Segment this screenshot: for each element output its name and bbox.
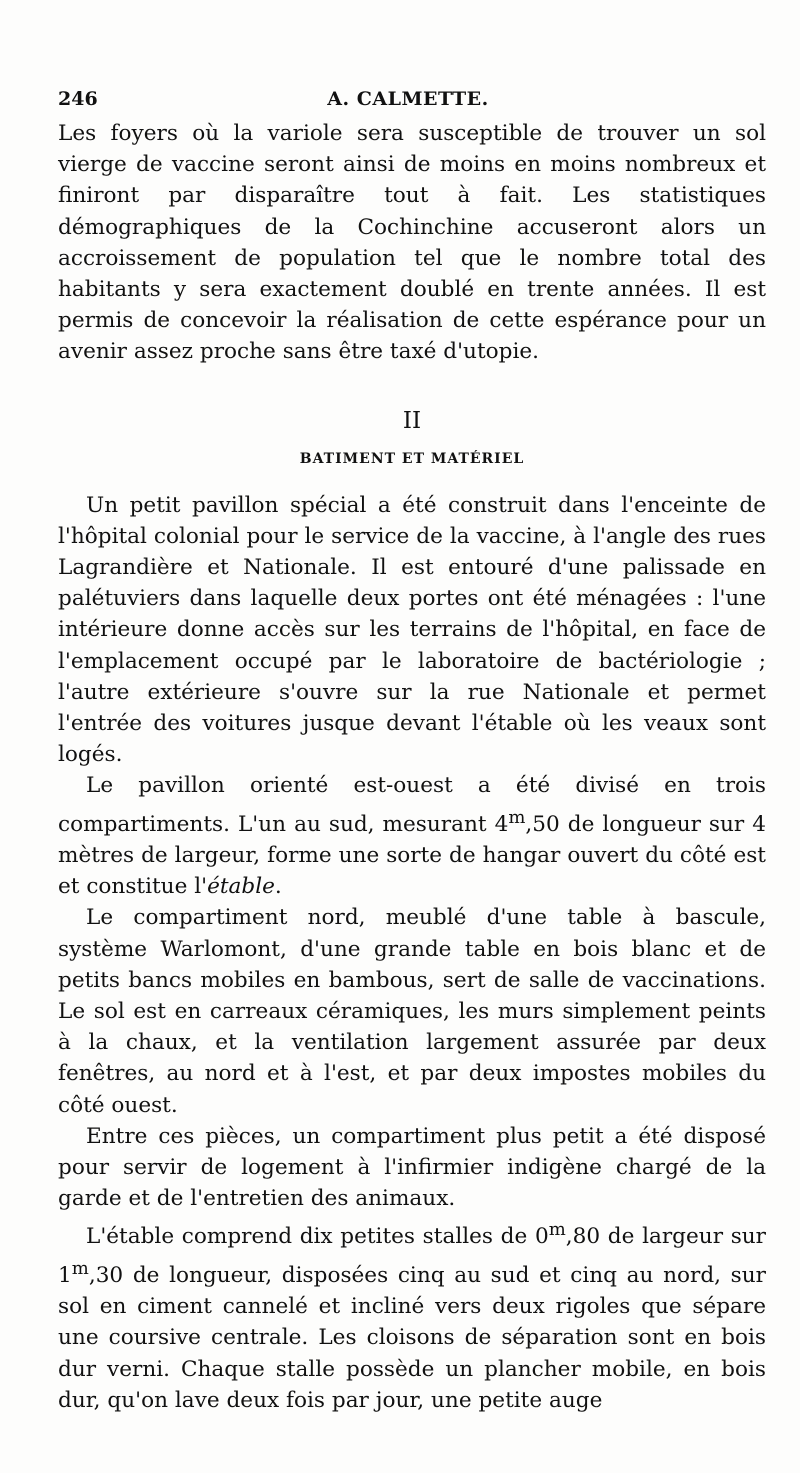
unit-superscript: m [548, 1219, 566, 1241]
paragraph-etable [58, 1214, 766, 1416]
unit-superscript: m [508, 806, 526, 828]
page-body [58, 118, 766, 1416]
paragraph-text: Le pavillon orienté est-ouest a été divisé en trois compartiments. L'un au sud, mesurant 4 [58, 773, 766, 837]
paragraph-text: ,30 de longueur, disposées cinq au sud et cinq au nord, sur sol en ciment cannelé et incliné vers deux rigoles que sépare une coursive centrale. Les cloisons de séparation sont en bois dur verni. Chaque stalle possède un plancher mobile, en bois dur, qu'on lave deux fois par jour, une petite auge [58, 1263, 766, 1413]
italic-term: étable [207, 874, 275, 900]
section-title: BATIMENT ET MATÉRIEL [299, 450, 525, 467]
section-number: II [402, 407, 422, 434]
unit-superscript: m [71, 1257, 89, 1279]
intro-paragraph: Les foyers où la variole sera susceptible de trouver un sol vierge de vaccine seront ainsi de moins en moins nombreux et finiront par disparaître tout à fait. Les statistiques démographiques de la Cochinchine accuseront alors un accroissement de population tel que le nombre total des habitants y sera exactement doublé en trente années. Il est permis de concevoir la réalisation de cette espérance pour un avenir assez proche sans être taxé d'utopie. [58, 121, 766, 365]
running-title: A. CALMETTE. [327, 88, 489, 110]
paragraph-pavillon: Un petit pavillon spécial a été construit dans l'enceinte de l'hôpital colonial pour le service de la vaccine, à l'angle des rues Lagrandière et Nationale. Il est entouré d'une palissade en palétuviers dans laquelle deux portes ont été ménagées : l'une intérieure donne accès sur les terrains de l'hôpital, en face de l'emplacement occupé par le laboratoire de bactériologie ; l'autre extérieure s'ouvre sur la rue Nationale et permet l'entrée des voitures jusque devant l'étable où les veaux sont logés. [58, 492, 766, 768]
paragraph-text: L'étable comprend dix petites stalles de 0 [86, 1224, 549, 1250]
page-header [58, 84, 758, 114]
paragraph-text: . [274, 874, 282, 900]
paragraph-text: ,50 de longueur sur 4 mètres de largeur, forme une sorte de hangar ouvert du côté est et constitue l' [58, 811, 766, 900]
page-number: 246 [58, 88, 98, 110]
paragraph-text: ,80 de largeur sur 1 [58, 1224, 767, 1289]
paragraph-compartiments [58, 770, 766, 902]
paragraph-logement: Entre ces pièces, un compartiment plus petit a été disposé pour servir de logement à l'infirmier indigène chargé de la garde et de l'entretien des animaux. [58, 1123, 766, 1212]
paragraph-compartiment-nord: Le compartiment nord, meublé d'une table à bascule, système Warlomont, d'une grande table en bois blanc et de petits bancs mobiles en bambous, sert de salle de vaccinations. Le sol est en carreaux céramiques, les murs simplement peints à la chaux, et la ventilation largement assurée par deux fenêtres, au nord et à l'est, et par deux impostes mobiles du côté ouest. [58, 905, 766, 1118]
